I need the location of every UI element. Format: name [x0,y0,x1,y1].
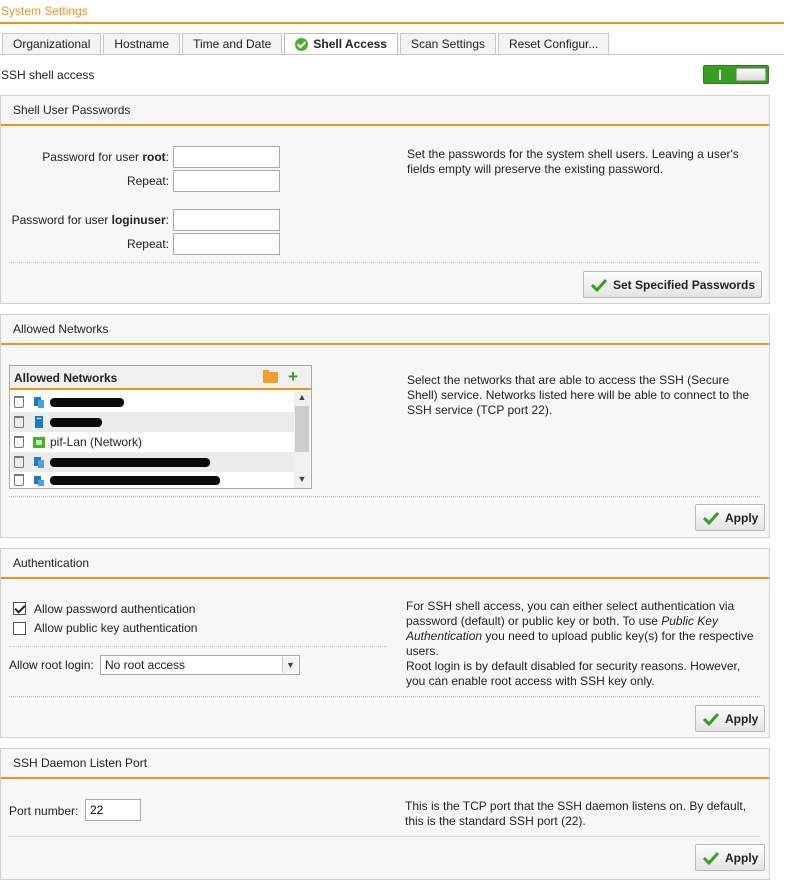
password-auth-checkbox[interactable] [13,602,26,615]
networks-apply-button[interactable] [695,504,765,531]
networks-description: Select the networks that are able to access the SSH (Secure Shell) service. Networks listed here will be able to connect to the SSH service (TCP port 22). [407,373,750,417]
auth-description: For SSH shell access, you can either select authentication via password (default) or public key or both. To use Public Key Authentication you need to upload public key(s) for the respective users. Root login is by default disabled for security reasons. However, you can enable root access with SSH key only. [406,599,754,688]
network-icon [33,396,45,409]
list-item-label: pif-Lan (Network) [50,435,143,449]
tab-divider [0,54,784,55]
chevron-down-icon[interactable]: ▼ [282,657,298,673]
list-item[interactable] [11,432,294,452]
button-label: Set Specified Passwords [613,277,756,292]
ssh-shell-access-label: SSH shell access [1,68,95,82]
network-icon [33,456,45,469]
panel-title: Shell User Passwords [1,96,769,126]
allowed-networks-list[interactable] [9,365,312,489]
list-item[interactable] [11,472,294,488]
trash-icon[interactable] [14,474,24,486]
panel-title: Allowed Networks [1,315,769,345]
redacted-entry [50,458,210,467]
passwords-description: Set the passwords for the system shell users. Leaving a user's fields empty will preserve the existing password. [407,147,739,176]
loginuser-repeat-label: Repeat: [126,237,169,251]
tab-shell-access[interactable] [284,33,398,55]
add-icon[interactable]: + [288,367,298,386]
checkmark-icon [703,712,719,726]
tab-label: Shell Access [313,37,387,51]
ssh-daemon-port-panel [0,748,770,880]
list-item[interactable] [11,452,294,472]
redacted-entry [50,418,102,427]
checkmark-icon [703,511,719,525]
root-password-label: Password for user root: [42,150,169,164]
scroll-down-icon[interactable]: ▼ [297,474,307,484]
divider [9,836,760,837]
list-item[interactable] [11,392,294,412]
button-label: Apply [725,711,759,726]
panel-title: Authentication [1,549,769,579]
list-header-label: Allowed Networks [14,371,118,385]
trash-icon[interactable] [14,456,24,468]
shell-user-passwords-panel [0,95,770,304]
trash-icon[interactable] [14,416,24,428]
panel-title: SSH Daemon Listen Port [1,749,769,779]
port-description: This is the TCP port that the SSH daemon listens on. By default, this is the standard SSH port (22). [405,799,747,828]
button-label: Apply [725,510,759,525]
redacted-entry [50,398,124,407]
toggle-on-indicator [719,70,721,80]
page-title: System Settings [0,0,784,24]
password-auth-label: Allow password authentication [34,602,196,616]
divider [9,262,760,263]
tab-time-and-date[interactable]: Time and Date [182,33,282,55]
network-icon [33,436,45,449]
ssh-shell-access-toggle[interactable] [703,65,769,84]
folder-icon[interactable] [263,372,278,383]
scroll-thumb[interactable] [295,406,309,452]
allowed-networks-panel [0,314,770,538]
port-apply-button[interactable] [695,844,765,871]
toggle-knob[interactable] [736,68,766,81]
tab-scan-settings[interactable]: Scan Settings [400,33,496,55]
pubkey-auth-label: Allow public key authentication [34,621,198,635]
tab-bar [2,33,611,55]
port-number-label: Port number: [9,804,79,818]
redacted-entry [50,476,220,485]
tab-reset-configuration[interactable]: Reset Configur... [498,33,609,55]
select-value: No root access [105,658,186,672]
root-login-label: Allow root login: [9,658,94,672]
pubkey-auth-checkbox[interactable] [13,622,26,635]
root-password-field[interactable] [173,146,280,168]
port-number-field[interactable] [85,799,141,821]
tab-hostname[interactable]: Hostname [103,33,180,55]
host-icon [33,416,45,429]
tab-organizational[interactable]: Organizational [2,33,101,55]
divider [9,696,760,697]
list-header [10,366,311,390]
loginuser-repeat-field[interactable] [173,233,280,255]
checkmark-icon [703,851,719,865]
button-label: Apply [725,850,759,865]
trash-icon[interactable] [14,436,24,448]
list-item[interactable] [11,412,294,432]
set-specified-passwords-button[interactable] [583,271,762,298]
divider [9,646,387,647]
root-repeat-label: Repeat: [126,174,169,188]
loginuser-password-field[interactable] [173,209,280,231]
list-scrollbar[interactable] [294,392,310,488]
authentication-panel [0,548,770,738]
network-group-icon [33,474,45,487]
root-repeat-field[interactable] [173,170,280,192]
root-login-select[interactable] [100,655,300,675]
loginuser-password-label: Password for user loginuser: [11,213,169,227]
scroll-up-icon[interactable]: ▲ [297,392,307,402]
checkmark-icon [591,278,607,292]
trash-icon[interactable] [14,396,24,408]
auth-apply-button[interactable] [695,705,765,732]
divider [9,496,760,497]
check-circle-icon [295,38,308,51]
